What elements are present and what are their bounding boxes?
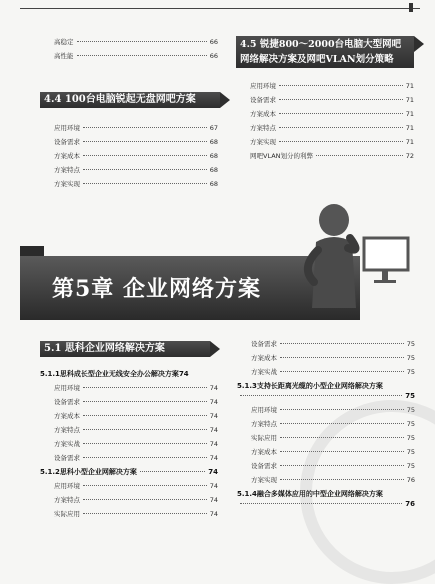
toc-entry-page: 75: [406, 448, 415, 456]
toc-entry-label: 方案实战: [251, 368, 277, 376]
toc-entry-page: 74: [209, 496, 218, 504]
leader-dots: [83, 485, 207, 486]
toc-entry-page: 75: [406, 434, 415, 442]
toc-entry-label: 应用环境: [250, 82, 276, 90]
toc-entry[interactable]: [54, 52, 218, 60]
subsection-5-1-3[interactable]: 5.1.3支持长距离光缆的小型企业网络解决方案: [237, 382, 383, 390]
toc-entry[interactable]: [54, 166, 218, 174]
toc-entry-label: 方案特点: [250, 124, 276, 132]
toc-entry[interactable]: [54, 482, 218, 490]
toc-entry-page: 74: [209, 412, 218, 420]
left-bottom-list: [40, 370, 218, 518]
toc-entry-page: 74: [209, 398, 218, 406]
toc-entry-page: 75: [406, 368, 415, 376]
toc-entry-page: 68: [209, 180, 218, 188]
leader-dots: [280, 371, 404, 372]
toc-entry[interactable]: [54, 152, 218, 160]
leader-dots: [279, 127, 403, 128]
leader-dots: [77, 41, 207, 42]
leader-dots: [83, 513, 207, 514]
toc-entry[interactable]: [54, 510, 218, 518]
leader-dots: [280, 357, 404, 358]
toc-entry-label: 网吧VLAN划分的利弊: [250, 152, 314, 160]
toc-entry-page: 72: [405, 152, 414, 160]
toc-entry[interactable]: [54, 384, 218, 392]
toc-entry[interactable]: [250, 110, 414, 118]
toc-entry-page: 68: [209, 166, 218, 174]
toc-entry-label: 方案成本: [251, 448, 277, 456]
toc-entry-page: 68: [209, 152, 218, 160]
toc-entry-page: 76: [405, 500, 415, 508]
toc-entry-page: 75: [406, 340, 415, 348]
toc-entry[interactable]: [54, 124, 218, 132]
leader-dots: [83, 499, 207, 500]
subsection-5-1-1[interactable]: [40, 370, 218, 378]
toc-entry-page: 71: [405, 96, 414, 104]
leader-dots: [83, 155, 207, 156]
toc-entry-page: 75: [406, 406, 415, 414]
toc-entry[interactable]: [250, 152, 414, 160]
top-marker: [409, 3, 413, 12]
toc-entry-page: 71: [405, 138, 414, 146]
toc-entry-page: 68: [209, 138, 218, 146]
toc-entry[interactable]: [250, 96, 414, 104]
toc-entry-label: 设备需求: [250, 96, 276, 104]
toc-entry[interactable]: [251, 368, 415, 376]
toc-entry-label: 应用环境: [54, 482, 80, 490]
toc-entry-label: 实际应用: [54, 510, 80, 518]
toc-entry-label: 方案实现: [250, 138, 276, 146]
leader-dots: [83, 457, 207, 458]
toc-entry-label: 方案特点: [54, 166, 80, 174]
toc-entry-page: 74: [209, 440, 218, 448]
toc-entry-page: 75: [406, 420, 415, 428]
toc-entry-page: 71: [405, 124, 414, 132]
toc-entry-label: 方案实现: [54, 180, 80, 188]
leader-dots: [240, 395, 402, 396]
leader-dots: [83, 429, 207, 430]
toc-entry-label: 方案特点: [54, 426, 80, 434]
thinking-figure-illustration: [290, 198, 420, 316]
toc-entry[interactable]: [54, 426, 218, 434]
toc-entry[interactable]: [250, 124, 414, 132]
toc-entry-label: 方案特点: [251, 420, 277, 428]
leader-dots: [83, 415, 207, 416]
toc-entry-label: 设备需求: [251, 462, 277, 470]
toc-entry-label: 5.1.1思科成长型企业无线安全办公解决方案: [40, 370, 179, 378]
toc-entry[interactable]: [250, 82, 414, 90]
toc-entry[interactable]: [54, 440, 218, 448]
toc-entry-label: 设备需求: [54, 454, 80, 462]
leader-dots: [83, 401, 207, 402]
toc-entry-page: 75: [405, 392, 415, 400]
toc-entry-page: 66: [209, 52, 218, 60]
leader-dots: [83, 141, 207, 142]
toc-entry-label: 方案成本: [250, 110, 276, 118]
section-4-5-heading-line1: 4.5 锐捷800～2000台电脑大型网吧: [240, 39, 402, 50]
top-rule: [20, 8, 420, 9]
leader-dots: [280, 343, 404, 344]
toc-entry-label: 应用环境: [54, 124, 80, 132]
toc-entry-page: 74: [209, 426, 218, 434]
toc-entry-label: 设备需求: [251, 340, 277, 348]
toc-entry-label: 应用环境: [54, 384, 80, 392]
section-4-5-heading-line2: 网络解决方案及网吧VLAN划分策略: [240, 54, 394, 65]
toc-entry-label: 方案特点: [54, 496, 80, 504]
subsection-5-1-3-page-line: [237, 392, 415, 400]
toc-entry-page: 74: [209, 482, 218, 490]
section-4-4-list: [54, 124, 218, 188]
left-top-list: [54, 38, 218, 60]
leader-dots: [83, 443, 207, 444]
toc-entry-label: 高稳定: [54, 38, 74, 46]
subsection-5-1-4[interactable]: 5.1.4融合多媒体应用的中型企业网络解决方案: [237, 490, 383, 498]
section-4-4-heading: 4.4 100台电脑锐起无盘网吧方案: [40, 92, 220, 108]
toc-entry-label: 方案成本: [54, 152, 80, 160]
toc-entry-page: 74: [209, 384, 218, 392]
toc-entry[interactable]: [54, 496, 218, 504]
toc-entry[interactable]: [54, 38, 218, 46]
toc-entry-label: 设备需求: [54, 398, 80, 406]
toc-entry-label: 方案成本: [54, 412, 80, 420]
toc-entry[interactable]: [250, 138, 414, 146]
toc-entry[interactable]: [54, 398, 218, 406]
toc-entry[interactable]: [54, 138, 218, 146]
section-4-5-heading: [236, 36, 414, 68]
leader-dots: [279, 113, 403, 114]
leader-dots: [83, 183, 207, 184]
toc-entry-page: 74: [209, 510, 218, 518]
toc-entry-page: 71: [405, 82, 414, 90]
toc-entry-page: 76: [406, 476, 415, 484]
toc-entry[interactable]: [54, 180, 218, 188]
toc-entry-label: 方案实战: [54, 440, 80, 448]
toc-entry-label: 5.1.2思科小型企业网解决方案: [40, 468, 137, 476]
toc-entry[interactable]: [251, 354, 415, 362]
chapter-title: 第5章 企业网络方案: [52, 276, 261, 302]
leader-dots: [77, 55, 207, 56]
leader-dots: [279, 85, 403, 86]
leader-dots: [140, 471, 205, 472]
toc-entry-label: 方案实现: [251, 476, 277, 484]
toc-entry-page: 66: [209, 38, 218, 46]
leader-dots: [83, 169, 207, 170]
toc-entry-page: 74: [209, 454, 218, 462]
leader-dots: [83, 387, 207, 388]
subsection-5-1-2[interactable]: [40, 468, 218, 476]
toc-entry-page: 71: [405, 110, 414, 118]
toc-entry-page: 74: [178, 370, 189, 378]
toc-entry-page: 67: [209, 124, 218, 132]
toc-entry-page: 75: [406, 354, 415, 362]
toc-entry[interactable]: [54, 454, 218, 462]
toc-entry[interactable]: [251, 340, 415, 348]
toc-entry-label: 方案成本: [251, 354, 277, 362]
toc-entry-page: 74: [208, 468, 218, 476]
toc-entry[interactable]: [54, 412, 218, 420]
leader-dots: [279, 141, 403, 142]
toc-entry-label: 高性能: [54, 52, 74, 60]
leader-dots: [83, 127, 207, 128]
section-4-5-list: [250, 82, 414, 160]
toc-entry-label: 应用环境: [251, 406, 277, 414]
section-5-1-heading: 5.1 思科企业网络解决方案: [40, 341, 210, 357]
toc-entry-page: 75: [406, 462, 415, 470]
toc-entry-label: 实际应用: [251, 434, 277, 442]
toc-entry-label: 设备需求: [54, 138, 80, 146]
leader-dots: [279, 99, 403, 100]
leader-dots: [316, 155, 403, 156]
